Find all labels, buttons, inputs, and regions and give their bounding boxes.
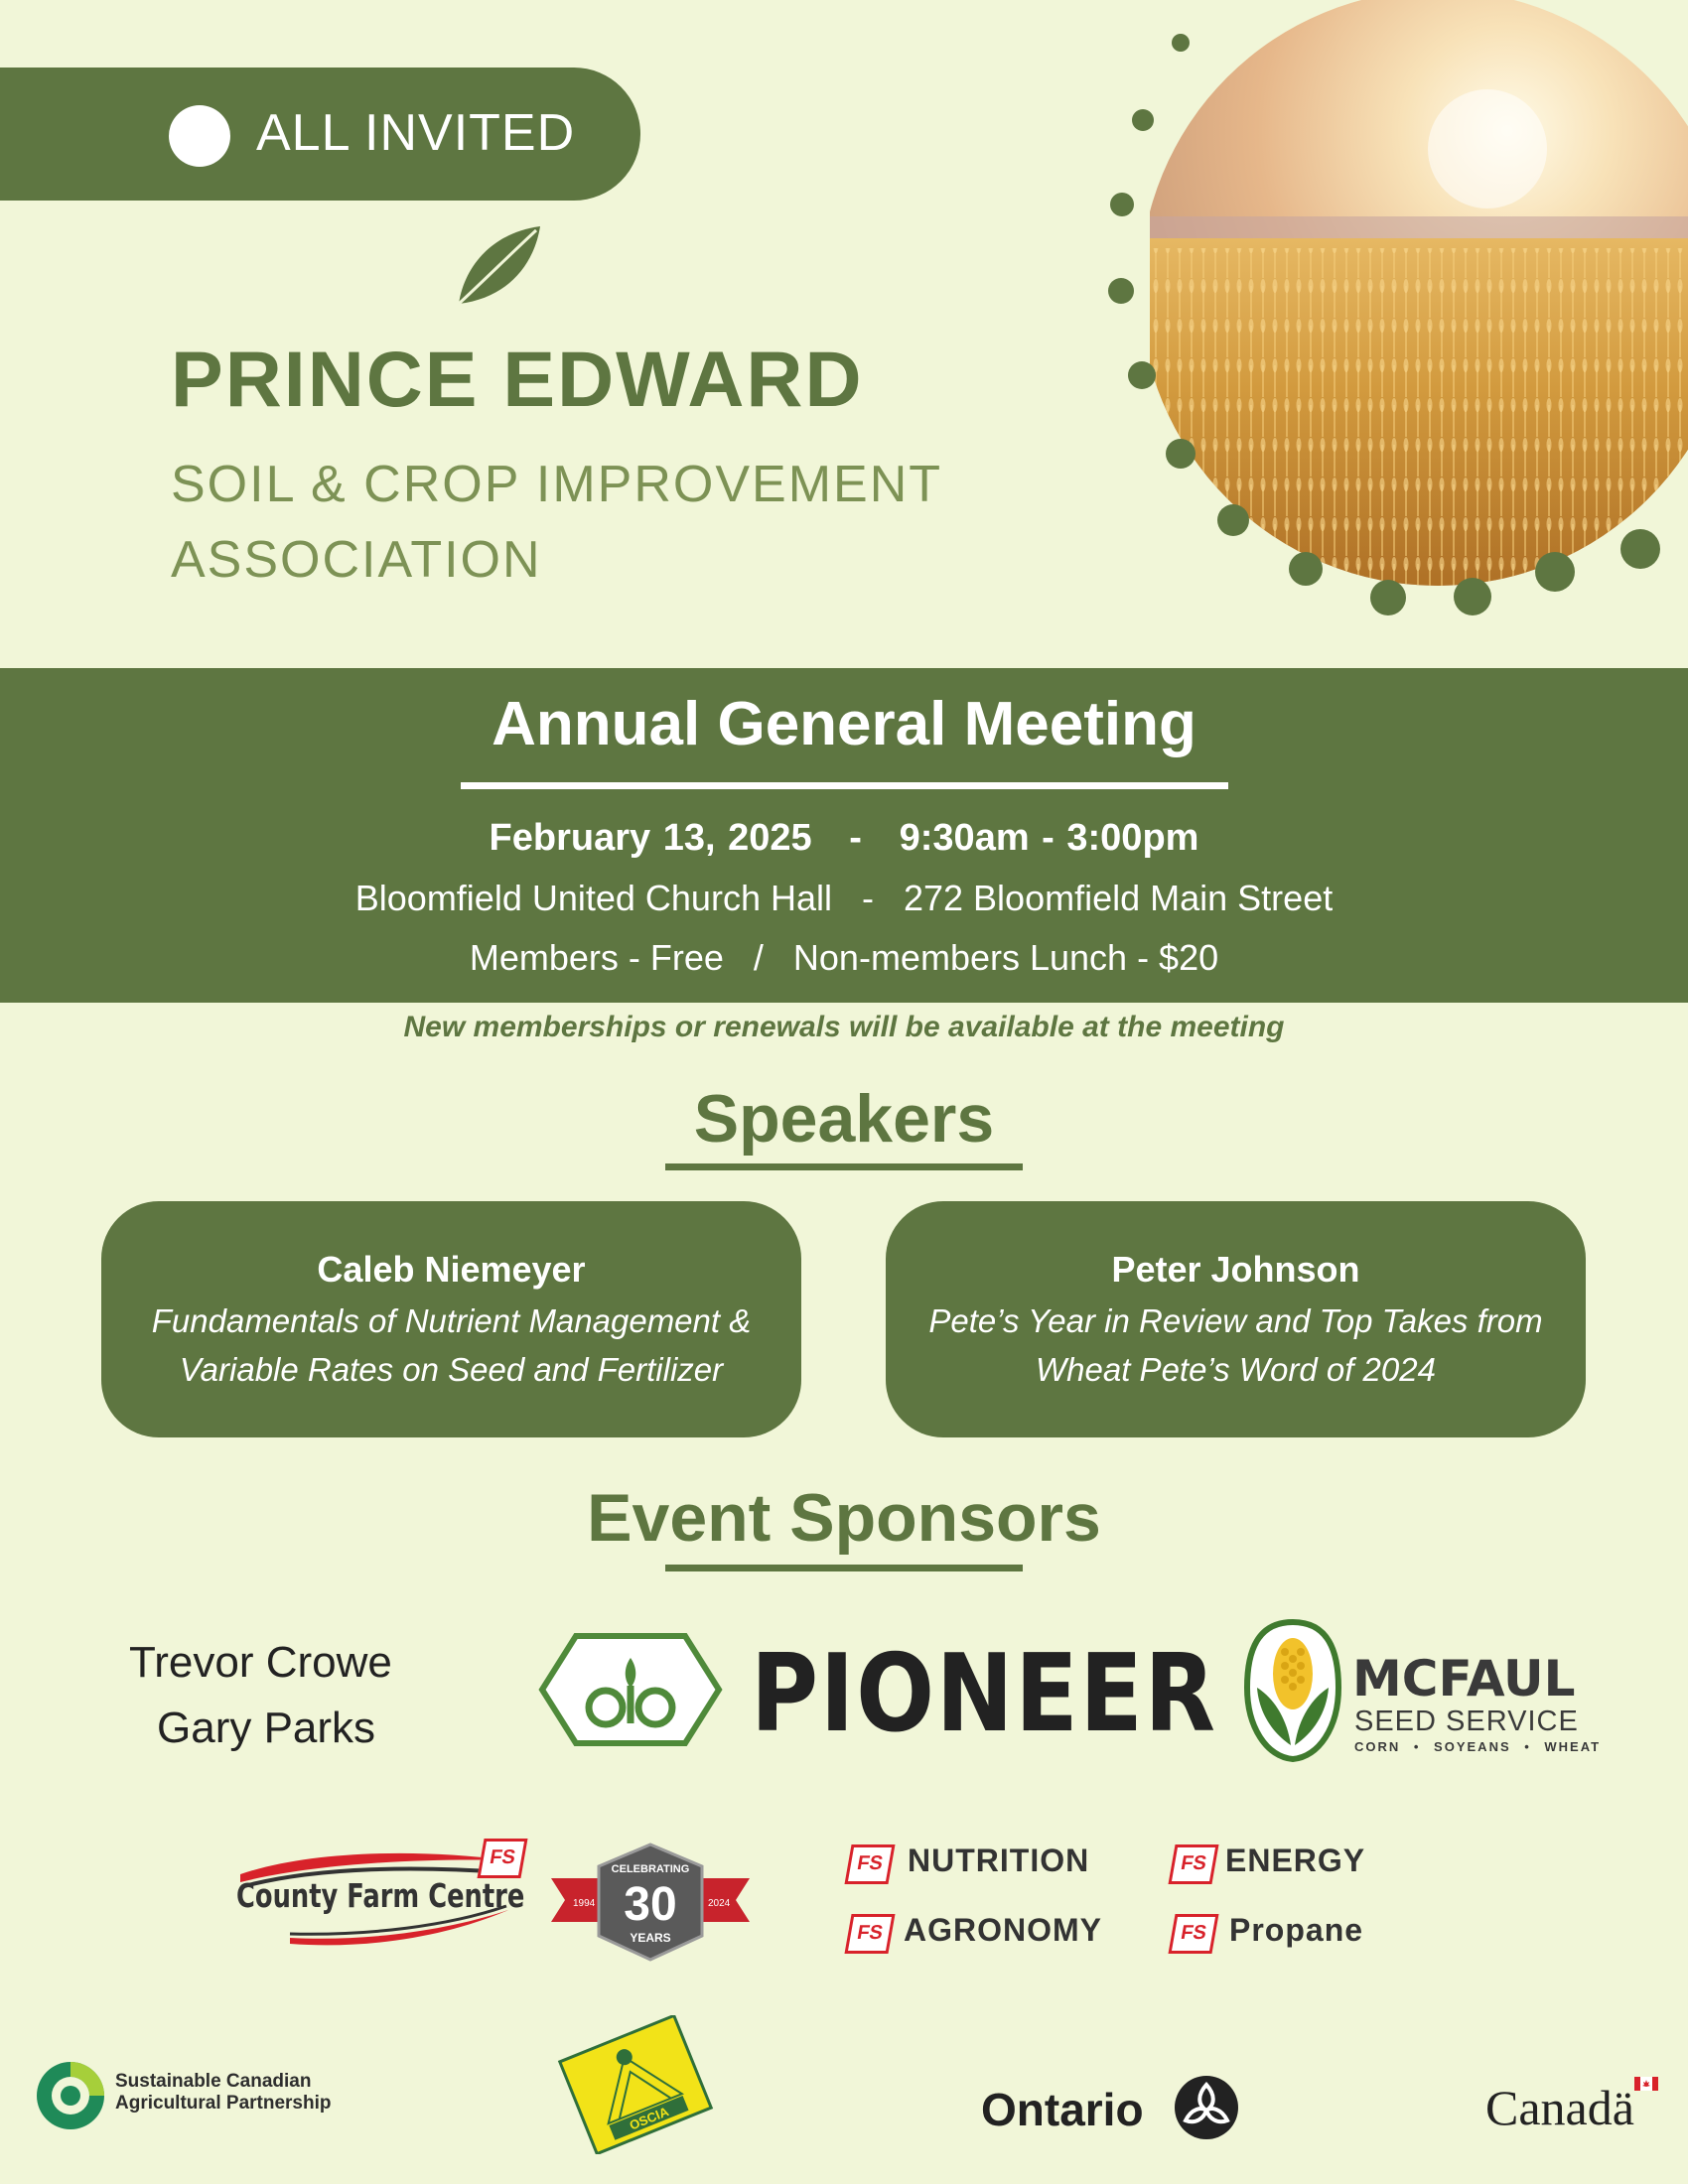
corn-logo-icon [1243, 1618, 1342, 1763]
decorative-dot [1370, 580, 1406, 615]
badge-year-end: 2024 [708, 1898, 731, 1909]
decorative-dot [1132, 109, 1154, 131]
decorative-dot [1128, 361, 1156, 389]
pioneer-logo-icon [536, 1628, 725, 1751]
organization-title: PRINCE EDWARD [171, 335, 864, 423]
meeting-date-time: February 13, 2025 - 9:30am - 3:00pm [489, 817, 1199, 859]
meeting-title: Annual General Meeting [492, 690, 1196, 758]
speaker-card [886, 1201, 1586, 1437]
speaker-topic [101, 1297, 801, 1394]
fs-logo-icon: FS [844, 1844, 895, 1884]
scap-line: Sustainable Canadian [115, 2071, 312, 2092]
canada-wordmark: Canadä [1485, 2080, 1634, 2135]
individual-sponsor: Trevor Crowe [129, 1638, 392, 1687]
speaker-topic-line: Wheat Pete’s Word of 2024 [1036, 1351, 1436, 1388]
decorative-dot [1166, 439, 1196, 469]
speakers-heading: Speakers [693, 1081, 995, 1157]
pioneer-wordmark: PIONEER [751, 1632, 1217, 1756]
badge-number: 30 [624, 1878, 677, 1931]
fs-logo-icon: FS [844, 1914, 895, 1954]
mcfaul-subtitle: SEED SERVICE [1354, 1706, 1579, 1737]
fs-propane-label: Propane [1229, 1912, 1364, 1948]
county-farm-centre-name: County Farm Centre [236, 1876, 525, 1915]
speaker-card [101, 1201, 801, 1437]
organization-subtitle-line2: ASSOCIATION [171, 531, 542, 589]
decorative-dot [1172, 34, 1190, 52]
badge-top-text: CELEBRATING [611, 1863, 690, 1875]
decorative-dot [1289, 552, 1323, 586]
oscia-label: OSCIA [627, 2104, 671, 2133]
mcfaul-tagline: CORN • SOYEANS • WHEAT [1354, 1739, 1602, 1754]
fs-logo-icon: FS [1168, 1844, 1218, 1884]
membership-note: New memberships or renewals will be available at the meeting [403, 1011, 1285, 1043]
scap-logo-icon [34, 2059, 107, 2132]
oscia-logo-icon [556, 2015, 715, 2154]
decorative-dot [1535, 552, 1575, 592]
speaker-name: Peter Johnson [1111, 1249, 1360, 1290]
decorative-dot [1620, 529, 1660, 569]
fs-nutrition-label: NUTRITION [908, 1843, 1090, 1878]
fs-logo-icon: FS [477, 1839, 527, 1878]
speaker-topic [886, 1297, 1586, 1394]
leaf-icon [455, 224, 544, 308]
badge-bottom-text: YEARS [630, 1931, 671, 1945]
sponsors-heading: Event Sponsors [587, 1480, 1101, 1556]
meeting-venue: Bloomfield United Church Hall - 272 Bloomfield Main Street [354, 878, 1334, 918]
fs-energy-label: ENERGY [1225, 1843, 1366, 1878]
sponsors-heading-underline [665, 1565, 1023, 1571]
decorative-dot [1217, 504, 1249, 536]
speaker-topic-line: Fundamentals of Nutrient Management & [151, 1302, 752, 1339]
ontario-trillium-icon [1172, 2073, 1241, 2142]
speaker-topic-line: Variable Rates on Seed and Fertilizer [179, 1351, 724, 1388]
meeting-price: Members - Free / Non-members Lunch - $20 [469, 937, 1219, 978]
speaker-topic-line: Pete’s Year in Review and Top Takes from [928, 1302, 1543, 1339]
thirty-years-badge-icon [551, 1843, 750, 1962]
ontario-wordmark: Ontario [981, 2084, 1144, 2135]
decorative-dot [1454, 578, 1491, 615]
fs-logo-icon: FS [1168, 1914, 1218, 1954]
speaker-name: Caleb Niemeyer [317, 1249, 586, 1290]
speakers-heading-underline [665, 1163, 1023, 1170]
meeting-title-underline [461, 782, 1228, 789]
fs-agronomy-label: AGRONOMY [904, 1912, 1102, 1948]
all-invited-label: ALL INVITED [256, 104, 576, 162]
circle-bullet-icon [169, 105, 230, 167]
scap-wordmark [115, 2071, 332, 2115]
canada-flag-icon [1634, 2077, 1658, 2091]
organization-subtitle-line1: SOIL & CROP IMPROVEMENT [171, 456, 943, 513]
badge-year-start: 1994 [573, 1898, 596, 1909]
individual-sponsor: Gary Parks [157, 1704, 376, 1752]
decorative-dot [1110, 193, 1134, 216]
mcfaul-wordmark: MCFAUL [1352, 1650, 1576, 1707]
decorative-dot [1108, 278, 1134, 304]
scap-line: Agricultural Partnership [115, 2093, 332, 2114]
